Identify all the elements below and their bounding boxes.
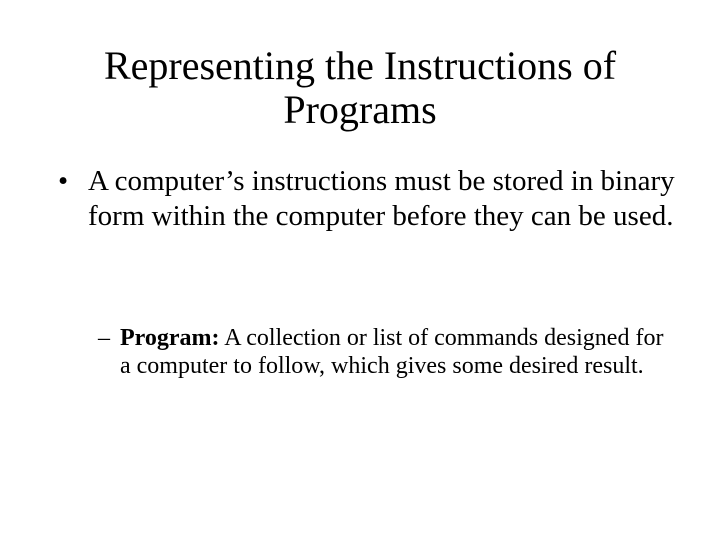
sub-bullet-item <box>98 324 668 380</box>
definition-term: Program: <box>120 325 220 351</box>
slide-title: Representing the Instructions of Programs <box>103 43 617 132</box>
sub-bullet-marker: – <box>98 325 110 351</box>
sub-bullet-content <box>120 324 668 380</box>
bullet-marker: • <box>58 165 69 197</box>
bullet-item <box>58 164 678 234</box>
bullet-text: A computer’s instructions must be stored in binary form within the computer before they can be used. <box>88 165 675 232</box>
definition-text: A collection or list of commands designed for a computer to follow, which gives some desired result. <box>120 325 664 379</box>
